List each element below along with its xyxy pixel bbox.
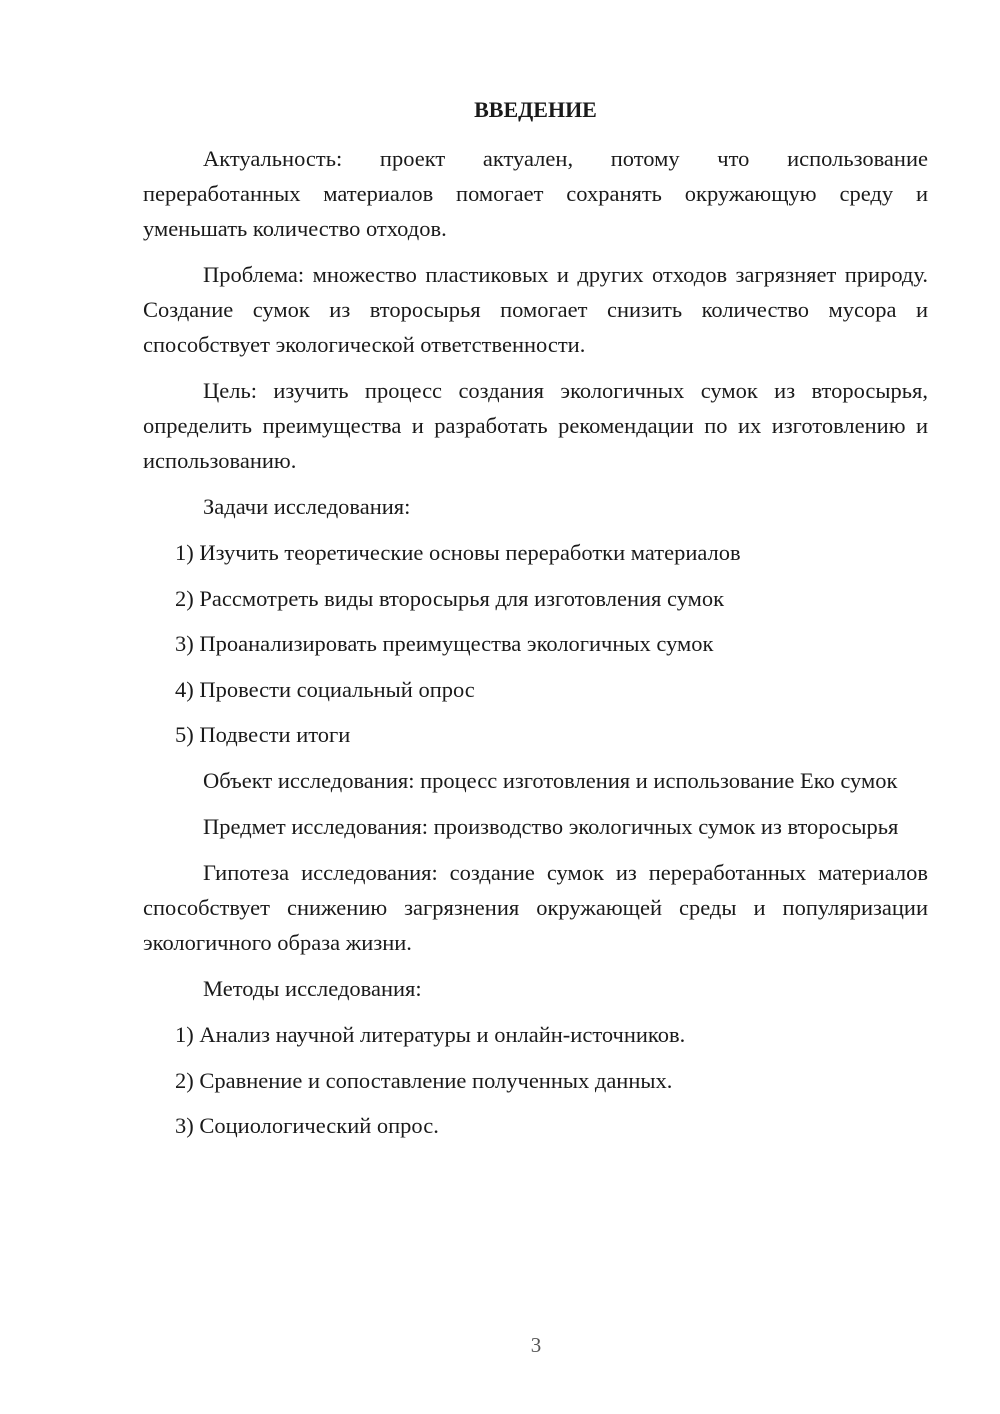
methods-heading: Методы исследования:	[203, 976, 422, 1001]
list-item: 2) Сравнение и сопоставление полученных данных.	[175, 1067, 673, 1093]
subject-paragraph: Предмет исследования: производство экологичных сумок из второсырья	[203, 814, 899, 839]
document-page	[143, 96, 928, 1154]
tasks-heading: Задачи исследования:	[203, 494, 411, 519]
problem-paragraph: Проблема: множество пластиковых и других отходов загрязняет природу. Создание сумок из второсырья помогает снизить количество мусора и способствует экологической ответственности.	[143, 262, 928, 357]
page-title: ВВЕДЕНИЕ	[474, 97, 597, 122]
list-item: 1) Изучить теоретические основы переработки материалов	[175, 540, 741, 565]
list-item: 2) Рассмотреть виды второсырья для изготовления сумок	[175, 585, 725, 611]
tasks-list	[143, 535, 928, 752]
list-item: 5) Подвести итоги	[175, 722, 351, 747]
object-paragraph: Объект исследования: процесс изготовления и использование Еко сумок	[203, 768, 898, 793]
list-item: 3) Проанализировать преимущества экологичных сумок	[175, 631, 714, 656]
hypothesis-paragraph: Гипотеза исследования: создание сумок из переработанных материалов способствует снижению загрязнения окружающей среды и популяризации экологичного образа жизни.	[143, 860, 928, 955]
list-item: 1) Анализ научной литературы и онлайн-источников.	[175, 1022, 686, 1047]
list-item: 4) Провести социальный опрос	[175, 676, 475, 702]
goal-paragraph: Цель: изучить процесс создания экологичных сумок из второсырья, определить преимущества и разработать рекомендации по их изготовлению и использованию.	[143, 378, 928, 473]
list-item: 3) Социологический опрос.	[175, 1113, 439, 1138]
relevance-paragraph: Актуальность: проект актуален, потому что использование переработанных материалов помогает сохранять окружающую среду и уменьшать количество отходов.	[143, 146, 928, 241]
methods-list	[143, 1017, 928, 1143]
page-number: 3	[530, 1333, 542, 1357]
